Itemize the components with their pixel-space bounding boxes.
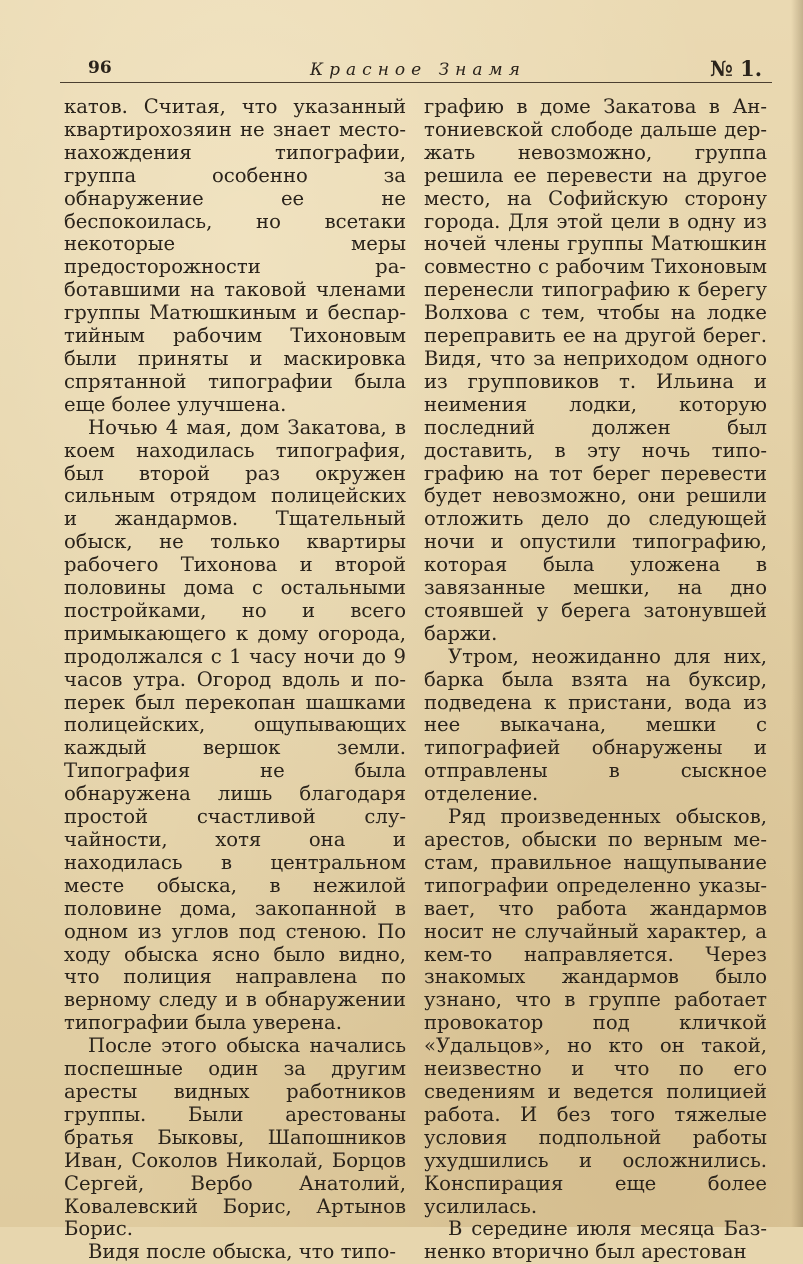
paragraph: После этого обыска начались поспешные один за другим аресты видных работников группы. Были арестованы братья Быковы, Шапошников Иван, Соколов Николай, Борцов Сергей, Вербо Анатолий, Ковалевский Борис, Артынов Борис. bbox=[64, 1034, 406, 1241]
page-header bbox=[60, 58, 780, 88]
issue-number: № 1. bbox=[710, 56, 763, 81]
paragraph: Ночью 4 мая, дом Закатова, в коем находилась типография, был второй раз окружен сильным отрядом полицейских и жандармов. Тщательный обыск, не только квартиры рабочего Тихонова и второй половины дома с остальными постройками, но и всего примыкающего к дому огорода, продолжался с 1 часу ночи до 9 часов утра. Огород вдоль и поперек был перекопан шашками полицейских, ощупывающих каждый вершок земли. Типография не была обнаружена лишь благодаря простой счастливой случайности, хотя она и находилась в центральном месте обыска, в нежилой половине дома, закопанной в одном из углов под стеною. По ходу обыска ясно было видно, что полиция направлена по верному следу и в обнаружении типографии была уверена. bbox=[64, 415, 406, 1035]
paragraph: Видя после обыска, что типо- bbox=[88, 1240, 396, 1264]
page-number: 96 bbox=[88, 58, 112, 78]
paragraph: катов. Считая, что указанный квартирохозяин не знает местонахождения типографии, группа особенно за обнаружение ее не беспокоилась, но всетаки некоторые меры предосторожности работавшими на таковой членами группы Матюшкиным и беспартийным рабочим Тихоновым были приняты и маскировка спрятанной типографии была еще более улучшена. bbox=[64, 95, 406, 416]
paragraph: Утром, неожиданно для них, барка была взята на буксир, подведена к пристани, вода из нее выкачана, мешки с типографией обнаружены и отправлены в сыскное отделение. bbox=[424, 644, 767, 806]
paragraph: Ряд произведенных обысков, арестов, обыски по верным местам, правильное нащупывание типографии определенно указывает, что работа жандармов носит не случайный характер, а кем-то направляется. Через знакомых жандармов было узнано, что в группе работает провокатор под кличкой «Удальцов», но кто он такой, неизвестно и что по его сведениям и ведется полицией работа. И без того тяжелые условия подпольной работы ухудшились и осложнились. Конспирация еще более усилилась. bbox=[424, 805, 767, 1218]
page-edge-shadow bbox=[791, 0, 803, 1227]
right-column bbox=[424, 96, 767, 1264]
header-rule bbox=[60, 82, 772, 83]
journal-title: Красное Знамя bbox=[310, 60, 526, 80]
paragraph: графию в доме Закатова в Антониевской слободе дальше держать невозможно, группа решила ее перевести на другое место, на Софийскую сторону города. Для этой цели в одну из ночей члены группы Матюшкин совместно с рабочим Тихоновым перенесли типографию к берегу Волхова с тем, чтобы на лодке переправить ее на другой берег. Видя, что за неприходом одного из групповиков т. Ильина и неимения лодки, которую последний должен был доставить, в эту ночь типографию на тот берег перевести будет невозможно, они решили отложить дело до следующей ночи и опустили типографию, которая была уложена в завязанные мешки, на дно стоявшей у берега затонувшей баржи. bbox=[424, 95, 767, 645]
paragraph: В середине июля месяца Базненко вторично был арестован bbox=[424, 1217, 767, 1264]
left-column bbox=[64, 96, 406, 1264]
